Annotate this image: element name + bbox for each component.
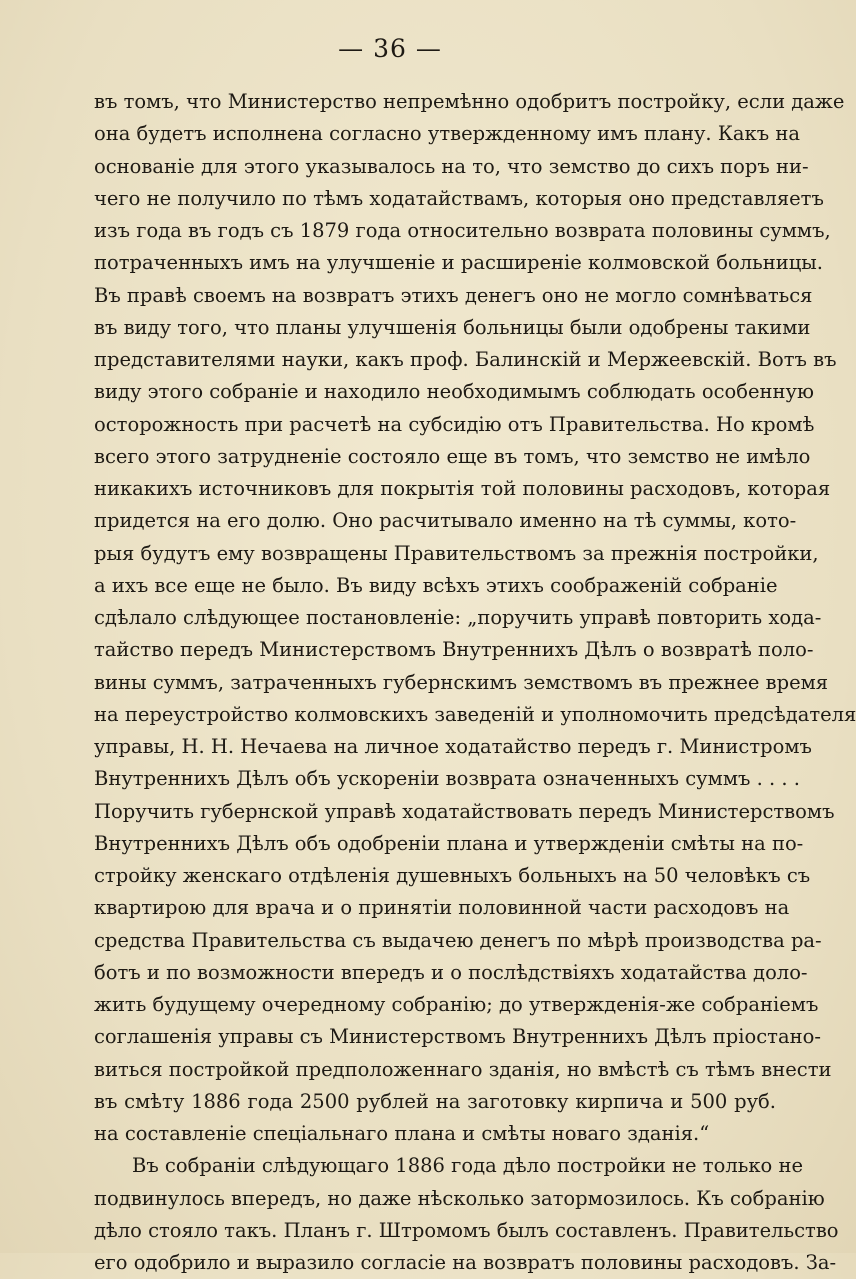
text-line: Въ правѣ своемъ на возвратъ этихъ денегъ оно не могло сомнѣваться <box>94 283 813 307</box>
text-line: Внутреннихъ Дѣлъ объ ускореніи возврата означенныхъ суммъ . . . . <box>94 767 800 791</box>
paragraph <box>94 1150 839 1279</box>
text-line: придется на его долю. Оно расчитывало именно на тѣ суммы, кото- <box>94 509 797 533</box>
text-line: изъ года въ годъ съ 1879 года относительно возврата половины суммъ, <box>94 219 831 242</box>
text-line: на составленіе спеціальнаго плана и смѣты новаго зданія.“ <box>94 1122 710 1145</box>
text-line: представителями науки, какъ проф. Балинскій и Мержеевскій. Вотъ въ <box>94 348 837 371</box>
text-line: въ томъ, что Министерство непремѣнно одобритъ постройку, если даже <box>94 90 845 113</box>
text-line: Внутреннихъ Дѣлъ объ одобреніи плана и утвержденіи смѣты на по- <box>94 831 804 855</box>
text-line: ботъ и по возможности впередъ и о послѣдствіяхъ ходатайства доло- <box>94 960 808 984</box>
text-line: вины суммъ, затраченныхъ губернскимъ земствомъ въ прежнее время <box>94 670 829 694</box>
text-line: виду этого собраніе и находило необходимымъ соблюдать особенную <box>94 380 814 404</box>
text-line: соглашенія управы съ Министерствомъ Внутреннихъ Дѣлъ пріостано- <box>94 1025 821 1049</box>
text-line: Въ собраніи слѣдующаго 1886 года дѣло постройки не только не <box>132 1154 803 1178</box>
text-line: виться постройкой предположеннаго зданія, но вмѣстѣ съ тѣмъ внести <box>94 1057 832 1081</box>
text-line: жить будущему очередному собранію; до утвержденія-же собраніемъ <box>94 993 819 1016</box>
text-line: никакихъ источниковъ для покрытія той половины расходовъ, которая <box>94 477 831 500</box>
page-number: — 36 — <box>338 34 442 63</box>
text-line: всего этого затрудненіе состояло еще въ томъ, что земство не имѣло <box>94 444 811 468</box>
text-line: на переустройство колмовскихъ заведеній и уполномочить предсѣдателя <box>94 702 856 726</box>
text-line: дѣло стояло такъ. Планъ г. Штромомъ былъ составленъ. Правительство <box>94 1218 839 1242</box>
text-line: основаніе для этого указывалось на то, что земство до сихъ поръ ни- <box>94 154 809 178</box>
text-line: стройку женскаго отдѣленія душевныхъ больныхъ на 50 человѣкъ съ <box>94 864 811 887</box>
text-line: въ смѣту 1886 года 2500 рублей на заготовку кирпича и 500 руб. <box>94 1089 776 1113</box>
text-line: а ихъ все еще не было. Въ виду всѣхъ этихъ соображеній собраніе <box>94 573 778 597</box>
text-line: квартирою для врача и о принятіи половинной части расходовъ на <box>94 896 790 920</box>
paragraph <box>94 86 856 1150</box>
text-line: въ виду того, что планы улучшенія больницы были одобрены такими <box>94 315 811 339</box>
text-line: рыя будутъ ему возвращены Правительствомъ за прежнія постройки, <box>94 541 819 565</box>
text-line: Поручить губернской управѣ ходатайствовать передъ Министерствомъ <box>94 799 835 823</box>
text-line: осторожность при расчетѣ на субсидію отъ Правительства. Но кромѣ <box>94 412 815 436</box>
text-line: потраченныхъ имъ на улучшеніе и расширеніе колмовской больницы. <box>94 251 823 275</box>
body-text <box>94 86 856 1279</box>
text-line: тайство передъ Министерствомъ Внутреннихъ Дѣлъ о возвратѣ поло- <box>94 638 814 662</box>
text-line: управы, Н. Н. Нечаева на личное ходатайство передъ г. Министромъ <box>94 735 812 758</box>
text-line: средства Правительства съ выдачею денегъ по мѣрѣ производства ра- <box>94 928 822 952</box>
page-bottom-edge <box>94 1227 776 1247</box>
text-line: сдѣлало слѣдующее постановленіе: „поручить управѣ повторить хода- <box>94 606 822 629</box>
text-line: его одобрило и выразило согласіе на возвратъ половины расходовъ. За- <box>94 1251 837 1274</box>
text-line: чего не получило по тѣмъ ходатайствамъ, которыя оно представляетъ <box>94 186 824 210</box>
text-line: подвинулось впередъ, но даже нѣсколько затормозилось. Къ собранію <box>94 1186 825 1210</box>
text-line: она будетъ исполнена согласно утвержденному имъ плану. Какъ на <box>94 122 800 146</box>
